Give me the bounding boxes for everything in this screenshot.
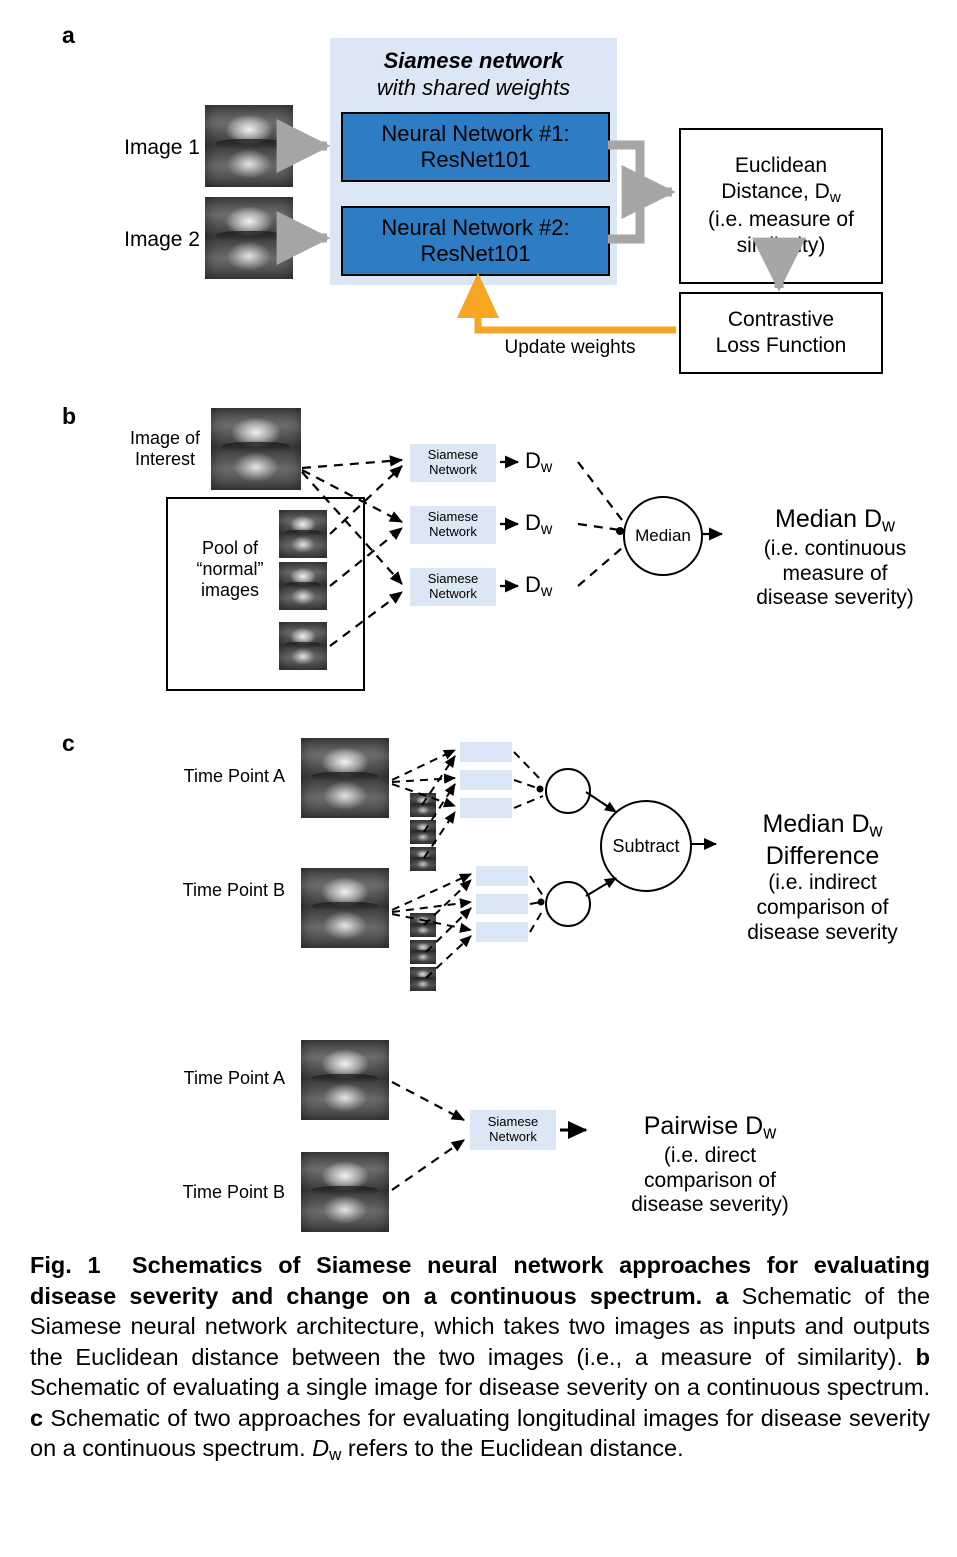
xray-pool-c2-2	[410, 940, 436, 964]
figure-caption	[30, 1250, 930, 1466]
xray-time-point-a-1	[301, 738, 389, 818]
dw-label-b2	[525, 510, 575, 540]
update-weights-label: Update weights	[504, 337, 636, 358]
median-dw-difference-label	[700, 810, 945, 946]
xray-pool-c1-2	[410, 820, 436, 844]
xray-time-point-a-2	[301, 1040, 389, 1120]
time-point-b-label-1: Time Point B	[182, 880, 285, 900]
caption-d-sub: w	[329, 1445, 342, 1465]
output-c2-line1: Pairwise D	[643, 1112, 764, 1140]
output-c2-sub: w	[763, 1122, 777, 1143]
euclidean-line4: similarity)	[736, 233, 826, 257]
caption-c-label: c	[30, 1404, 44, 1431]
siamese-small-b1-line1: Siamese	[427, 447, 479, 463]
pairwise-dw-output-label	[580, 1112, 840, 1218]
siamese-network-small-c4	[476, 866, 528, 886]
pool-line1: Pool of	[201, 538, 259, 558]
euclidean-line3: (i.e. measure of	[708, 208, 854, 232]
siamese-title-line1: Siamese network	[383, 48, 564, 73]
xray-image-1	[205, 105, 293, 187]
output-c2-line4: disease severity)	[631, 1193, 789, 1217]
siamese-network-title	[330, 48, 617, 102]
xray-pool-3	[279, 622, 327, 670]
median-circle-c1	[545, 768, 591, 814]
median-circle: Median	[623, 496, 703, 576]
neural-network-2-box	[341, 206, 610, 276]
euclidean-line2: Distance, D	[721, 180, 830, 204]
time-point-b-label-2: Time Point B	[182, 1182, 285, 1202]
loss-line1: Contrastive	[727, 308, 835, 332]
xray-time-point-b-1	[301, 868, 389, 948]
siamese-title-line2: with shared weights	[376, 74, 571, 100]
caption-a-text: Schematic of the Siamese neural network architecture, which takes two images as inputs and outputs the Euclidean distance between the two images (i.e., a measure of similarity).	[30, 1282, 931, 1370]
panel-letter-a: a	[62, 22, 75, 48]
image-1-label: Image 1	[124, 136, 200, 159]
nn1-line1: Neural Network #1:	[381, 120, 570, 146]
output-b-line4: disease severity)	[756, 586, 914, 610]
time-point-a-label-2: Time Point A	[183, 1068, 285, 1088]
dw-b3-sub: w	[540, 582, 553, 600]
median-circle-c2	[545, 881, 591, 927]
output-c1-sub: w	[869, 820, 883, 841]
siamese-network-small-c6	[476, 922, 528, 942]
subtract-circle: Subtract	[600, 800, 692, 892]
output-c2-line3: comparison of	[644, 1168, 776, 1192]
dw-label-b3	[525, 572, 575, 602]
siamese-small-b3-line1: Siamese	[427, 571, 479, 587]
panel-letter-b: b	[62, 403, 77, 429]
caption-d-italic: D	[312, 1435, 330, 1462]
loss-line2: Loss Function	[715, 334, 847, 357]
dw-label-b1	[525, 448, 575, 478]
siamese-network-small-c5	[476, 894, 528, 914]
output-c1-line3: (i.e. indirect	[768, 871, 877, 895]
euclidean-line1: Euclidean	[734, 154, 828, 178]
time-point-a-label-1: Time Point A	[183, 766, 285, 786]
siamese-small-c7-line1: Siamese	[487, 1114, 539, 1130]
output-b-line1: Median D	[775, 505, 882, 533]
contrastive-loss-box	[679, 292, 883, 374]
siamese-network-small-c3	[460, 798, 512, 818]
siamese-network-small-c1	[460, 742, 512, 762]
dw-b1-sub: w	[540, 458, 553, 476]
image-of-interest-label	[110, 428, 220, 470]
siamese-small-c7-line2: Network	[489, 1129, 537, 1144]
nn2-line2: ResNet101	[420, 241, 531, 266]
panel-letter-c: c	[62, 730, 75, 756]
xray-pool-c1-1	[410, 793, 436, 817]
median-dw-output-label	[720, 505, 950, 611]
image-of-interest-line1: Image of	[129, 428, 201, 448]
output-c1-line1: Median D	[762, 810, 870, 838]
output-b-sub: w	[882, 515, 895, 536]
nn1-line2: ResNet101	[420, 147, 531, 172]
neural-network-1-box	[341, 112, 610, 182]
siamese-small-b2-line2: Network	[429, 524, 477, 539]
xray-pool-2	[279, 562, 327, 610]
output-c1-line4: comparison of	[756, 896, 889, 919]
siamese-network-small-b1	[410, 444, 496, 482]
caption-b-label: b	[915, 1343, 930, 1370]
nn2-line1: Neural Network #2:	[381, 214, 570, 240]
euclidean-subscript: w	[829, 188, 841, 206]
siamese-network-small-b3	[410, 568, 496, 606]
pool-line3: images	[200, 580, 260, 601]
xray-image-of-interest	[211, 408, 301, 490]
output-c1-line2: Difference	[765, 841, 880, 870]
image-2-label: Image 2	[124, 228, 200, 251]
siamese-network-small-c7	[470, 1110, 556, 1150]
siamese-small-b3-line2: Network	[429, 586, 477, 601]
xray-image-2	[205, 197, 293, 279]
caption-a-label: a	[715, 1282, 729, 1309]
xray-time-point-b-2	[301, 1152, 389, 1232]
siamese-network-small-c2	[460, 770, 512, 790]
output-b-line3: measure of	[782, 561, 888, 585]
xray-pool-c2-3	[410, 967, 436, 991]
xray-pool-c1-3	[410, 847, 436, 871]
dw-b2-main: D	[525, 510, 541, 535]
euclidean-distance-box	[679, 128, 883, 284]
dw-b3-main: D	[525, 572, 541, 597]
caption-b-text: Schematic of evaluating a single image for disease severity on a continuous spectrum.	[30, 1374, 930, 1401]
xray-pool-c2-1	[410, 913, 436, 937]
caption-figure-number: Fig. 1	[30, 1252, 101, 1278]
image-of-interest-line2: Interest	[134, 449, 196, 470]
caption-c-text: Schematic of two approaches for evaluating longitudinal images for disease severity on a continuous spectrum.	[30, 1404, 931, 1462]
euclidean-line2-wrap	[708, 179, 854, 207]
output-c1-line5: disease severity	[747, 920, 898, 944]
caption-d-text: refers to the Euclidean distance.	[347, 1435, 684, 1462]
caption-title: Schematics of Siamese neural network approaches for evaluating disease severity and change on a continuous spectrum.	[30, 1252, 930, 1309]
xray-pool-1	[279, 510, 327, 558]
pool-label	[176, 538, 284, 602]
siamese-small-b1-line2: Network	[429, 462, 477, 477]
output-b-line2: (i.e. continuous	[763, 536, 907, 560]
output-c2-line2: (i.e. direct	[663, 1143, 757, 1167]
siamese-network-small-b2	[410, 506, 496, 544]
dw-b2-sub: w	[540, 520, 553, 538]
dw-b1-main: D	[525, 448, 541, 473]
siamese-small-b2-line1: Siamese	[427, 509, 479, 525]
pool-line2: “normal”	[196, 559, 264, 580]
